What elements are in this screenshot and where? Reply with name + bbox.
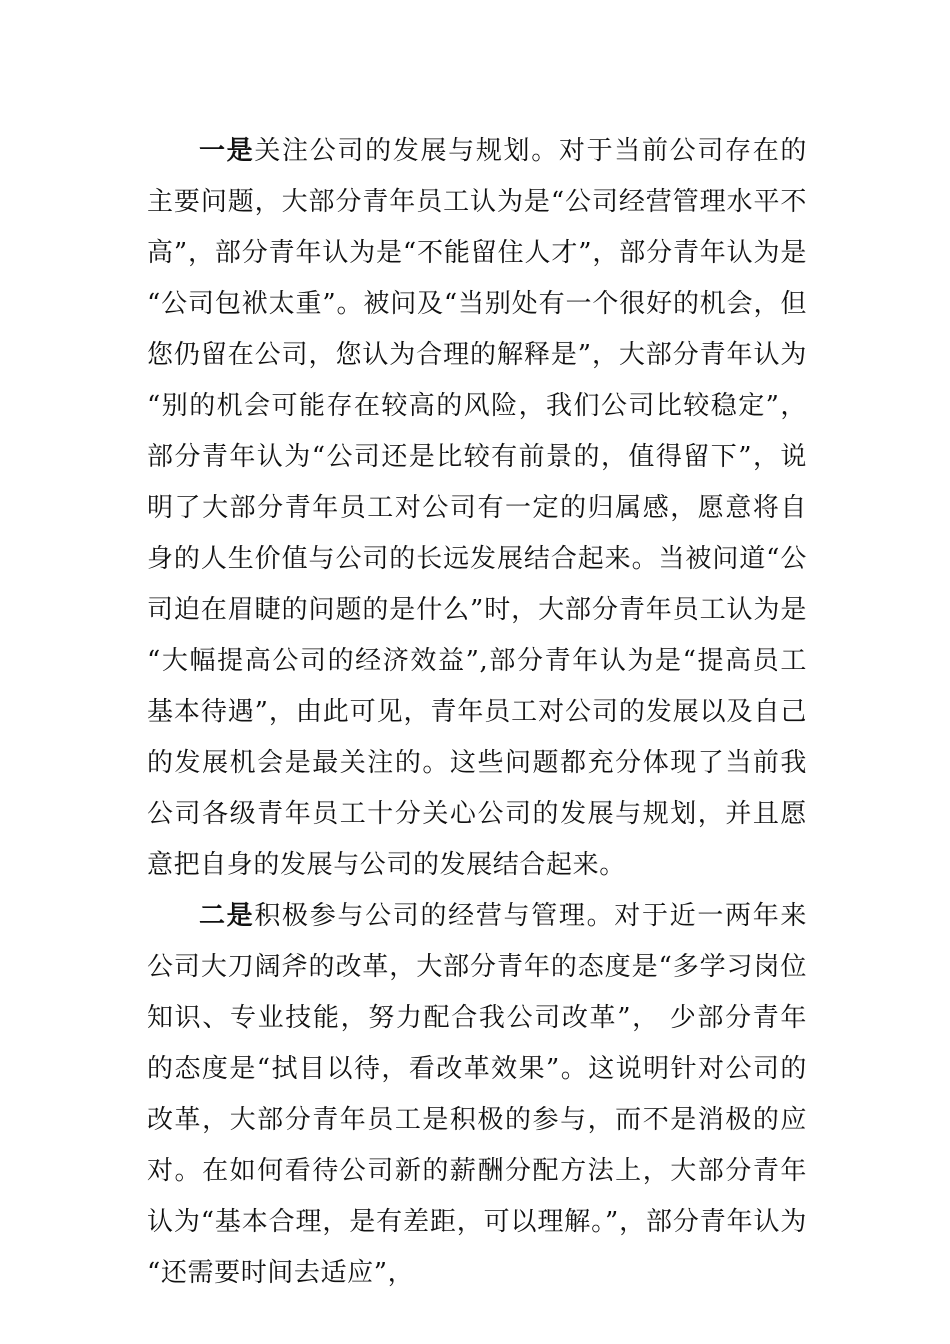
paragraph-2 <box>147 891 807 1299</box>
paragraph-2-text: 积极参与公司的经营与管理。对于近一两年来公司大刀阔斧的改革，大部分青年的态度是“多学习岗位知识、专业技能，努力配合我公司改革”， 少部分青年的态度是“拭目以待，看改革效果”。这说明针对公司的改革，大部分青年员工是积极的参与，而不是消极的应对。在如何看待公司新的薪酬分配方法上，大部分青年认为“基本合理，是有差距，可以理解。”，部分青年认为“还需要时间去适应”， <box>147 901 807 1288</box>
paragraph-1-text: 关注公司的发展与规划。对于当前公司存在的主要问题，大部分青年员工认为是“公司经营管理水平不高”，部分青年认为是“不能留住人才”，部分青年认为是“公司包袱太重”。被问及“当别处有一个很好的机会，但您仍留在公司，您认为合理的解释是”，大部分青年认为“别的机会可能存在较高的风险，我们公司比较稳定”，部分青年认为“公司还是比较有前景的，值得留下”，说明了大部分青年员工对公司有一定的归属感，愿意将自身的人生价值与公司的长远发展结合起来。当被问道“公司迫在眉睫的问题的是什么”时，大部分青年员工认为是“大幅提高公司的经济效益”,部分青年认为是“提高员工基本待遇”，由此可见，青年员工对公司的发展以及自己的发展机会是最关注的。这些问题都充分体现了当前我公司各级青年员工十分关心公司的发展与规划，并且愿意把自身的发展与公司的发展结合起来。 <box>147 136 807 880</box>
document-body <box>147 126 807 1299</box>
paragraph-2-lead: 二是 <box>199 901 255 931</box>
paragraph-1 <box>147 126 807 891</box>
paragraph-1-lead: 一是 <box>199 136 255 166</box>
